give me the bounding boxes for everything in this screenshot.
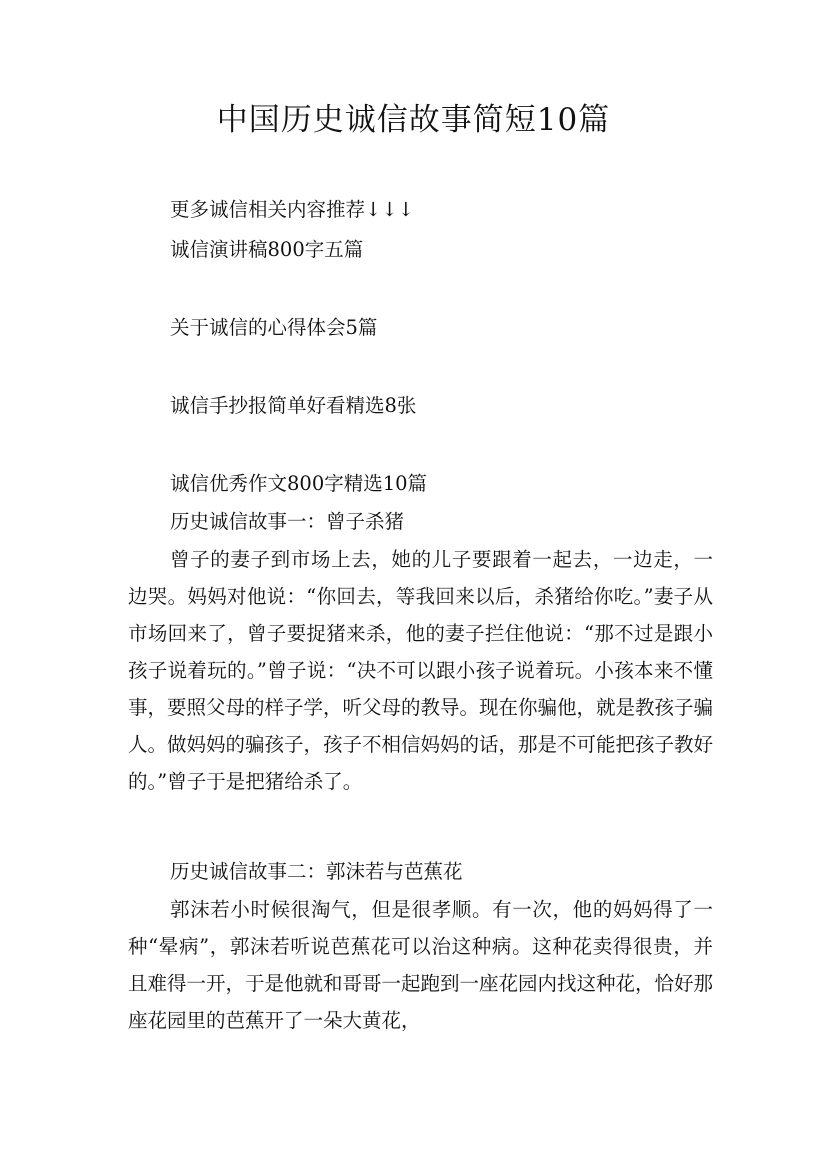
more-recommend-text: 更多诚信相关内容推荐↓↓↓: [170, 198, 415, 221]
story-heading: 历史诚信故事一：曾子杀猪: [170, 510, 405, 533]
story-heading: 历史诚信故事二：郭沫若与芭蕉花: [170, 860, 463, 883]
recommend-link-essay[interactable]: 诚信优秀作文800字精选10篇: [170, 472, 428, 495]
recommend-link-reflection[interactable]: 关于诚信的心得体会5篇: [170, 316, 378, 339]
recommend-link-speech[interactable]: 诚信演讲稿800字五篇: [170, 238, 364, 261]
page-title: 中国历史诚信故事简短10篇: [216, 102, 611, 138]
story-paragraph: 郭沫若小时候很淘气，但是很孝顺。有一次，他的妈妈得了一种“晕病”，郭沫若听说芭蕉花可以治这种病。这种花卖得很贵，并且难得一开，于是他就和哥哥一起跑到一座花园内找这种花，恰好那座花园里的芭蕉开了一朵大黄花，: [128, 898, 714, 1032]
story-paragraph: 曾子的妻子到市场上去，她的儿子要跟着一起去，一边走，一边哭。妈妈对他说：“你回去，等我回来以后，杀猪给你吃。”妻子从市场回来了，曾子要捉猪来杀，他的妻子拦住他说：“那不过是跟小孩子说着玩的。”曾子说：“决不可以跟小孩子说着玩。小孩本来不懂事，要照父母的样子学，听父母的教导。现在你骗他，就是教孩子骗人。做妈妈的骗孩子，孩子不相信妈妈的话，那是不可能把孩子教好的。”曾子于是把猪给杀了。: [128, 548, 714, 793]
recommend-link-poster[interactable]: 诚信手抄报简单好看精选8张: [170, 394, 417, 417]
